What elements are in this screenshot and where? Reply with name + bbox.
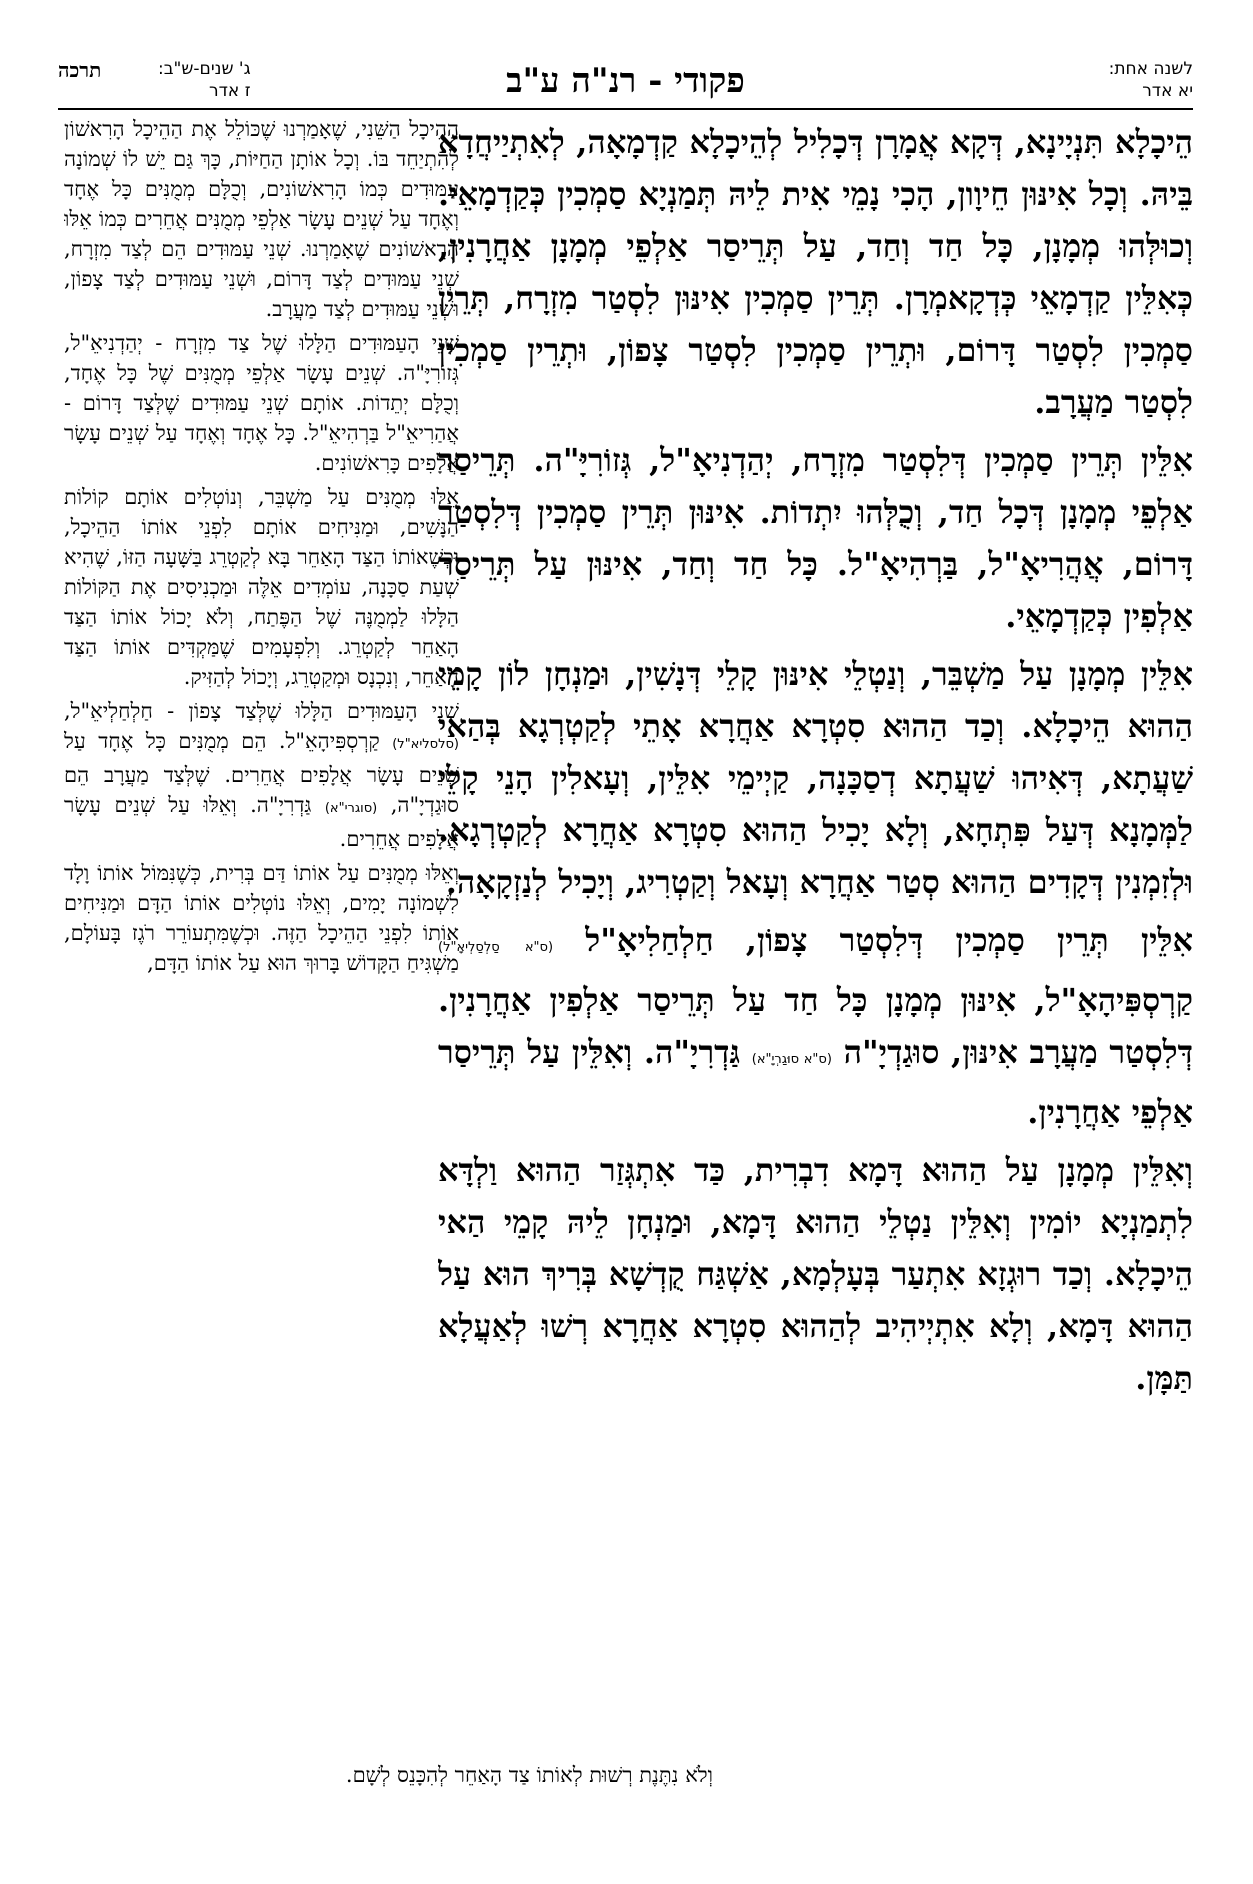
main-paragraph: וְאִלֵּין מְמָנָן עַל הַהוּא דָּמָא דִבְרִית, כַּד אִתְגְּזַר הַהוּא וַלְדָּא לִתְמַנְיָא יוֹמִין וְאִלֵּין נַטְלֵי הַהוּא דָּמָא, וּמַנְחָן לֵיהּ קָמֵי הַאי הֵיכָלָא. וְכַד רוּגְזָא אִתְעַר בְּעָלְמָא, אַשְׁגַּח קֻדְשָׁא בְּרִיךְ הוּא עַל הַהוּא דָּמָא, וְלָא אִתְיְיהִיב לְהַהוּא סִטְרָא אַחֲרָא רְשׁוּ לְאַעֲלָא תַּמָּן. (438, 1151, 1193, 1397)
translation-segment: שְׁנֵי הָעַמּוּדִים הַלָּלוּ שֶׁלְּצַד צָפוֹן - חַלְחַלְיאֵ"ל, (64, 699, 459, 723)
page-title: פקודי - רנ"ה ע"ב (506, 61, 745, 101)
one-year-cycle-date: יא אדר (1142, 81, 1193, 101)
variant-reading: (ס"א סַלְסַלְיאָ"ל) (438, 940, 554, 955)
main-paragraph: הֵיכָלָא תִּנְיָינָא, דְּקָא אֲמָרָן דְּכָלִיל לְהֵיכָלָא קַדְמָאָה, לְאִתְיַיחֲדָא בֵּיהּ. וְכָל אִינּוּן חֵיוָון, הָכִי נָמֵי אִית לֵיהּ תְּמַנְיָא סַמְכִין כְּקַדְמָאֵי. וְכוּלְּהוּ מְמָנָן, כָּל חַד וְחַד, עַל תְּרֵיסַר אַלְפֵי מְמָנָן אַחֲרָנִין, כְּאִלֵּין קַדְמָאֵי כְּדְקָאמְרָן. תְּרֵין סַמְכִין אִינּוּן לִסְטַר מִזְרָח, תְּרֵין סַמְכִין לִסְטַר דָּרוֹם, וּתְרֵין סַמְכִין לִסְטַר צָפוֹן, וּתְרֵין סַמְכִין לִסְטַר מַעֲרָב. (438, 123, 1193, 421)
translation-paragraph: וְאֵלּוּ מְמֻנִּים עַל אוֹתוֹ דַּם בְּרִית, כְּשֶׁנִּמּוֹל אוֹתוֹ וָלָד לִשְׁמוֹנָה יָמִים, וְאֵלּוּ נוֹטְלִים אוֹתוֹ הַדָּם וּמַנִּיחִים אוֹתוֹ לִפְנֵי הַהֵיכָל הַזֶּה. וּכְשֶׁמִּתְעוֹרֵר רֹגֶז בָּעוֹלָם, מַשְׁגִּיחַ הַקָּדוֹשׁ בָּרוּךְ הוּא עַל אוֹתוֹ הַדָּם, (64, 861, 459, 975)
translation-segment: קַרְסְפִּיהָאֵ"ל. הֵם מְמֻנִּים כָּל אֶחָד עַל שְׁנֵים עָשָׂר אֲלָפִים אֲחֵרִים. שֶׁלְּצַד מַעֲרָב הֵם סוּגַדְיָ"ה, (64, 729, 459, 817)
three-year-cycle-title: ג' שנים-ש"ב: (158, 59, 251, 79)
translation-closing-line: וְלֹא נִתֶּנֶת רְשׁוּת לְאוֹתוֹ צַד הָאַחֵר לְהִכָּנֵס לְשָׁם. (345, 1763, 713, 1787)
translation-segment: גַּדְרִיָ"ה. וְאֵלּוּ עַל שְׁנֵים עָשָׂר אֲלָפִים אֲחֵרִים. (64, 793, 459, 851)
page-number: תרכה (58, 58, 102, 82)
translation-paragraph: שְׁנֵי הָעַמּוּדִים הַלָּלוּ שֶׁל צַד מִזְרָח - יְהַדְנִיאֵ"ל, גְּזוֹרִיָּ"ה. שְׁנֵים עָשָׂר אַלְפֵי מְמֻנִּים שֶׁל כָּל אֶחָד, וְכֻלָּם יְתֵדוֹת. אוֹתָם שְׁנֵי עַמּוּדִים שֶׁלְּצַד דָּרוֹם - אֲהַרִיאֵ"ל בַּרְהִיאֵ"ל. כָּל אֶחָד וְאֶחָד עַל שְׁנֵים עָשָׂר אֲלָפִים כָּרִאשׁוֹנִים. (64, 331, 459, 475)
main-paragraph: אִלֵּין מְמָנָן עַל מַשְׁבֵּר, וְנַטְלֵי אִינּוּן קָלֵי דְּנָשִׁין, וּמַנְחָן לוֹן קָמֵי הַהוּא הֵיכָלָא. וְכַד הַהוּא סִטְרָא אַחֲרָא אָתֵי לְקַטְרְגָא בְּהַאי שַׁעֲתָא, דְּאִיהוּ שַׁעֲתָא דְסַכָּנָה, קַיְימֵי אִלֵּין, וְעָאלִין הָנֵי קָלֵי לַמְּמָנָא דְּעַל פִּתְחָא, וְלָא יָכִיל הַהוּא סִטְרָא אַחֲרָא לְקַטְרְגָא. וּלְזִמְנִין דְּקָדִים הַהוּא סְטַר אַחֲרָא וְעָאל וְקַטְרִיג, וְיָכִיל לְנַזְקָאָה. (438, 655, 1193, 901)
page-header (58, 58, 1193, 110)
three-year-cycle-label (158, 58, 251, 102)
translation-paragraph: אֵלּוּ מְמֻנִּים עַל מַשְׁבֵּר, וְנוֹטְלִים אוֹתָם קוֹלוֹת הַנָּשִׁים, וּמַנִּיחִים אוֹתָם לִפְנֵי אוֹתוֹ הַהֵיכָל, וּכְשֶׁאוֹתוֹ הַצַּד הָאַחֵר בָּא לְקַטְרֵג בַּשָּׁעָה הַזּוֹ, שֶׁהִיא שְׁעַת סַכָּנָה, עוֹמְדִים אֵלֶּה וּמַכְנִיסִים אֶת הַקּוֹלוֹת הַלָּלוּ לַמְמֻנֶּה שֶׁל הַפֶּתַח, וְלֹא יָכוֹל אוֹתוֹ הַצַּד הָאַחֵר לְקַטְרֵג. וְלִפְעָמִים שֶׁמַּקְדִּים אוֹתוֹ הַצַּד הָאַחֵר, וְנִכְנָס וּמְקַטְרֵג, וְיָכוֹל לְהַזִּיק. (64, 485, 459, 689)
translation-paragraph (64, 696, 459, 854)
variant-reading: (סלסליא"ל) (392, 737, 459, 752)
header-divider (58, 108, 1193, 110)
main-text-segment: קַרְסְפִּיהָאָ"ל, אִינּוּן מְמָנָן כָּל חַד עַל תְּרֵיסַר אַלְפִין אַחֲרָנִין. דְּלִסְטַר מַעֲרָב אִינּוּן, סוּגַדְיָ"ה (438, 981, 1193, 1071)
variant-reading: (סוגרי"א) (324, 801, 378, 816)
main-paragraph (438, 914, 1193, 1138)
main-text-segment: אִלֵּין תְּרֵין סַמְכִין דְּלִסְטַר צָפוֹן, חַלְחַלִיאָ"ל (585, 921, 1193, 959)
main-text-column (438, 116, 1193, 1756)
three-year-cycle-date: ז אדר (209, 81, 251, 101)
translation-column (64, 114, 459, 1754)
variant-reading: (ס"א סוּגַרְיָ"א) (751, 1052, 832, 1067)
translation-paragraph: הַהֵיכָל הַשֵּׁנִי, שֶׁאָמַרְנוּ שֶׁכּוֹלֵל אֶת הַהֵיכָל הָרִאשׁוֹן לְהִתְיַחֵד בּוֹ. וְכָל אוֹתָן הַחַיּוֹת, כָּךְ גַּם יֵשׁ לוֹ שְׁמוֹנָה עַמּוּדִים כְּמוֹ הָרִאשׁוֹנִים, וְכֻלָּם מְמֻנִּים כָּל אֶחָד וְאֶחָד עַל שְׁנֵים עָשָׂר אַלְפֵי מְמֻנִּים אֲחֵרִים כְּמוֹ אֵלּוּ הָרִאשׁוֹנִים שֶׁאָמַרְנוּ. שְׁנֵי עַמּוּדִים הֵם לְצַד מִזְרָח, שְׁנֵי עַמּוּדִים לְצַד דָּרוֹם, וּשְׁנֵי עַמּוּדִים לְצַד צָפוֹן, וּשְׁנֵי עַמּוּדִים לְצַד מַעֲרָב. (64, 117, 459, 321)
main-paragraph: אִלֵּין תְּרֵין סַמְכִין דְּלִסְטַר מִזְרָח, יְהַדְנִיאָ"ל, גְּזוֹרִיָּ"ה. תְּרֵיסַר אַלְפֵי מְמָנָן דְּכָל חַד, וְכֻלְּהוּ יִתְדוֹת. אִינּוּן תְּרֵין סַמְכִין דְּלִסְטַר דָּרוֹם, אֲהֲרִיאָ"ל, בַּרְהִיאָ"ל. כָּל חַד וְחַד, אִינּוּן עַל תְּרֵיסַר אַלְפִין כְּקַדְמָאֵי. (438, 441, 1193, 635)
one-year-cycle-title: לשנה אחת: (1108, 59, 1193, 79)
main-text-segment: גַּדְרִיָ"ה. וְאִלֵּין עַל תְּרֵיסַר אַלְפֵי אַחֲרָנִין. (438, 1033, 1193, 1131)
